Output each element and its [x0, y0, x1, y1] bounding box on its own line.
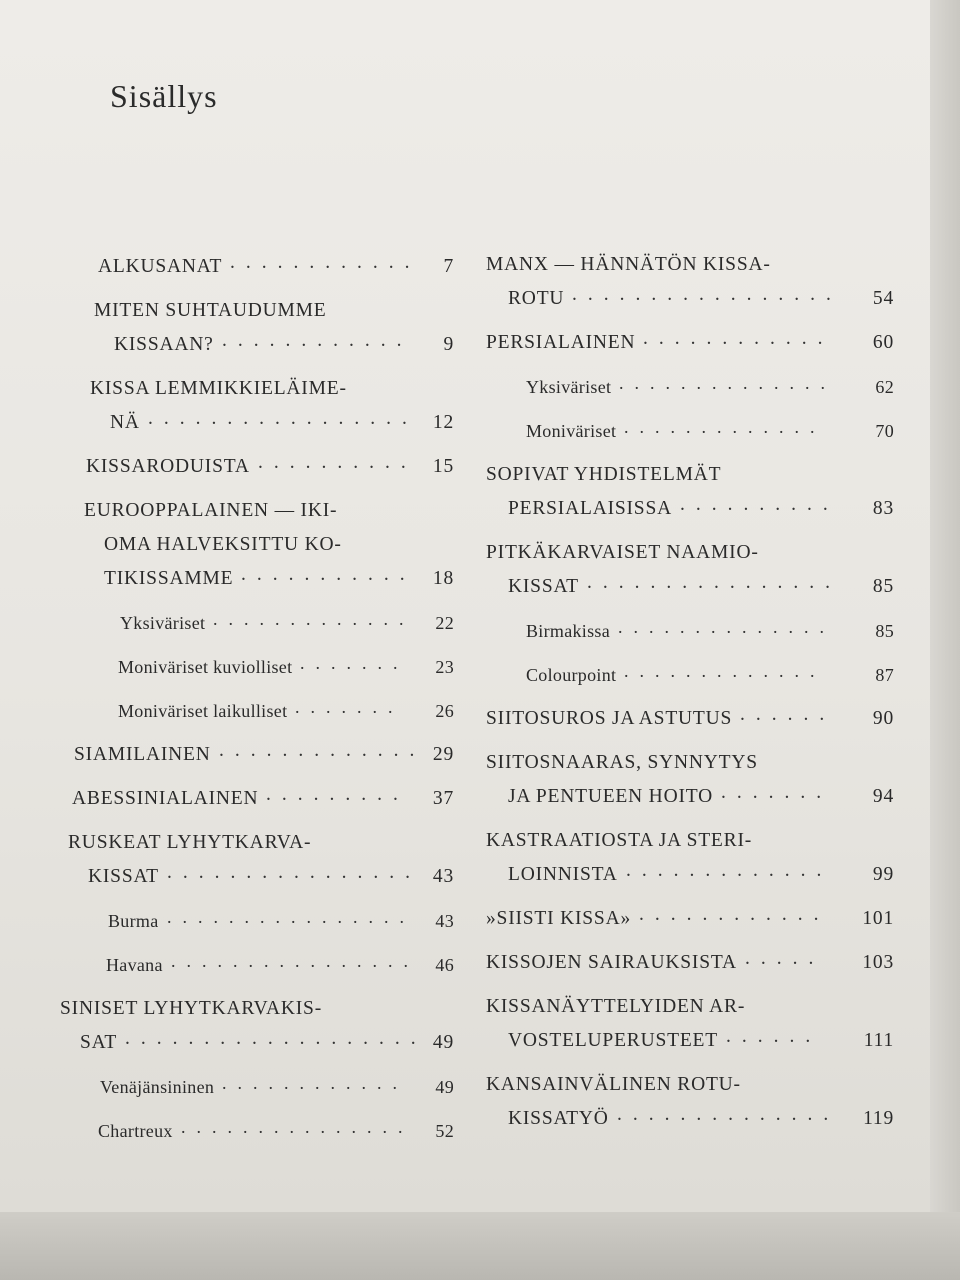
toc-entry-title: ROTU — [508, 288, 565, 309]
toc-entry-title: ALKUSANAT — [98, 256, 223, 277]
toc-page-number: 62 — [875, 377, 894, 397]
dot-leader: ....... — [300, 653, 409, 673]
entry-spacer — [60, 982, 460, 992]
toc-page-number: 12 — [432, 412, 454, 433]
dot-leader: ............ — [222, 330, 413, 351]
toc-entry-title: KISSAT — [88, 866, 159, 887]
toc-entry-title: KANSAINVÄLINEN ROTU- — [486, 1074, 741, 1095]
entry-spacer — [486, 1136, 906, 1146]
toc-page-number: 9 — [443, 334, 454, 355]
page-edge — [930, 0, 960, 1218]
dot-leader: ..... — [745, 948, 825, 969]
toc-entry-title: SIITOSNAARAS, SYNNYTYS — [486, 752, 758, 773]
toc-entry-title: KISSA LEMMIKKIELÄIME- — [90, 378, 347, 399]
toc-entry-title: SINISET LYHYTKARVAKIS- — [60, 998, 322, 1019]
toc-page-number: 49 — [432, 1032, 454, 1053]
toc-entry — [486, 990, 906, 1068]
toc-entry — [60, 372, 460, 450]
toc-entry-title: MANX — HÄNNÄTÖN KISSA- — [486, 254, 771, 275]
dot-leader: ....... — [295, 697, 404, 717]
toc-entry-title: Havana — [106, 955, 163, 975]
toc-entry — [60, 606, 460, 650]
toc-page-number: 46 — [435, 955, 454, 975]
dot-leader: ............ — [230, 252, 421, 273]
toc-page-number: 29 — [432, 744, 454, 765]
dot-leader: ...... — [740, 704, 836, 725]
toc-entry-title: KISSANÄYTTELYIDEN AR- — [486, 996, 746, 1017]
toc-entry-title: PERSIALAINEN — [486, 332, 636, 353]
toc-entry — [486, 824, 906, 902]
toc-entry-title: MITEN SUHTAUDUMME — [94, 300, 327, 321]
dot-leader: ................ — [587, 572, 841, 593]
toc-entry — [60, 1114, 460, 1158]
toc-entry-title: JA PENTUEEN HOITO — [508, 786, 713, 807]
dot-leader: .............. — [619, 373, 836, 393]
toc-right-column — [486, 248, 906, 1146]
toc-page-number: 103 — [862, 952, 894, 973]
entry-spacer — [486, 736, 906, 746]
toc-page-number: 7 — [443, 256, 454, 277]
toc-entry-title: Yksiväriset — [120, 613, 206, 633]
toc-page-number: 119 — [863, 1108, 894, 1129]
toc-entry-title: Moniväriset laikulliset — [118, 701, 288, 721]
toc-entry — [60, 1070, 460, 1114]
dot-leader: ............. — [624, 417, 826, 437]
toc-page-number: 22 — [435, 613, 454, 633]
page-title: Sisällys — [110, 78, 218, 114]
toc-entry — [60, 494, 460, 606]
toc-entry-title: Venäjänsininen — [100, 1077, 215, 1097]
toc-entry-title: TIKISSAMME — [104, 568, 234, 589]
toc-entry — [60, 450, 460, 494]
entry-spacer — [486, 1058, 906, 1068]
toc-entry-title: Colourpoint — [526, 665, 617, 685]
entry-spacer — [60, 362, 460, 372]
toc-entry — [486, 946, 906, 990]
dot-leader: ............ — [639, 904, 830, 925]
toc-entry-title: KASTRAATIOSTA JA STERI- — [486, 830, 753, 851]
toc-entry — [60, 948, 460, 992]
entry-spacer — [60, 484, 460, 494]
table-surface — [0, 1212, 960, 1280]
toc-left-column — [60, 250, 460, 1158]
dot-leader: ............. — [624, 661, 826, 681]
toc-page-number: 94 — [872, 786, 894, 807]
toc-entry — [486, 536, 906, 614]
toc-entry-title: Moniväriset kuviolliset — [118, 657, 293, 677]
toc-entry — [60, 250, 460, 294]
dot-leader: ................. — [572, 284, 842, 305]
toc-entry-title: SIITOSUROS JA ASTUTUS — [486, 708, 733, 729]
toc-entry-title: PERSIALAISISSA — [508, 498, 672, 519]
toc-page-number: 43 — [435, 911, 454, 931]
toc-entry — [486, 614, 906, 658]
entry-spacer — [60, 1148, 460, 1158]
toc-page-number: 111 — [863, 1030, 894, 1051]
toc-entry-title: SAT — [80, 1032, 118, 1053]
toc-entry — [60, 992, 460, 1070]
dot-leader: .......... — [258, 452, 417, 473]
toc-entry — [60, 738, 460, 782]
toc-page-number: 70 — [875, 421, 894, 441]
entry-spacer — [486, 448, 906, 458]
toc-entry — [486, 658, 906, 702]
dot-leader: ............. — [213, 609, 415, 629]
toc-entry-title: PITKÄKARVAISET NAAMIO- — [486, 542, 759, 563]
toc-entry-title: Moniväriset — [526, 421, 617, 441]
dot-leader: .............. — [618, 617, 835, 637]
toc-page-number: 43 — [432, 866, 454, 887]
toc-entry-title: Chartreux — [98, 1121, 173, 1141]
toc-entry-title: LOINNISTA — [508, 864, 618, 885]
toc-entry — [486, 370, 906, 414]
toc-entry — [486, 248, 906, 326]
toc-entry — [486, 746, 906, 824]
toc-entry-title: Birmakissa — [526, 621, 610, 641]
toc-page-number: 52 — [435, 1121, 454, 1141]
toc-page-number: 87 — [875, 665, 894, 685]
toc-page-number: 99 — [872, 864, 894, 885]
toc-entry — [60, 782, 460, 826]
toc-entry-title: KISSARODUISTA — [86, 456, 250, 477]
dot-leader: ................ — [171, 951, 419, 971]
entry-spacer — [486, 980, 906, 990]
dot-leader: ................... — [125, 1028, 427, 1049]
toc-entry — [486, 326, 906, 370]
toc-page-number: 15 — [432, 456, 454, 477]
toc-entry-title: »SIISTI KISSA» — [486, 908, 632, 929]
dot-leader: ........... — [241, 564, 416, 585]
toc-entry — [486, 458, 906, 536]
entry-spacer — [486, 936, 906, 946]
entry-spacer — [486, 692, 906, 702]
dot-leader: ................ — [167, 862, 421, 883]
toc-page-number: 90 — [872, 708, 894, 729]
toc-page-number: 83 — [872, 498, 894, 519]
entry-spacer — [60, 284, 460, 294]
toc-entry-title: KISSOJEN SAIRAUKSISTA — [486, 952, 737, 973]
toc-page-number: 85 — [875, 621, 894, 641]
toc-entry-title: KISSAT — [508, 576, 579, 597]
toc-entry-title: Burma — [108, 911, 159, 931]
toc-page-number: 60 — [872, 332, 894, 353]
toc-entry-title: OMA HALVEKSITTU KO- — [104, 534, 342, 555]
entry-spacer — [486, 814, 906, 824]
toc-page-number: 37 — [432, 788, 454, 809]
dot-leader: ...... — [726, 1026, 822, 1047]
toc-page-number: 101 — [862, 908, 894, 929]
toc-page-number: 54 — [872, 288, 894, 309]
toc-page-number: 23 — [435, 657, 454, 677]
toc-entry — [60, 294, 460, 372]
toc-entry — [60, 694, 460, 738]
dot-leader: .......... — [680, 494, 839, 515]
dot-leader: ............... — [181, 1117, 414, 1137]
toc-entry-title: RUSKEAT LYHYTKARVA- — [68, 832, 312, 853]
dot-leader: ....... — [721, 782, 833, 803]
dot-leader: ................. — [148, 408, 418, 429]
toc-entry — [486, 702, 906, 746]
toc-entry — [486, 1068, 906, 1146]
toc-entry — [486, 414, 906, 458]
toc-entry — [60, 904, 460, 948]
toc-entry-title: SIAMILAINEN — [74, 744, 211, 765]
toc-entry-title: KISSATYÖ — [508, 1108, 609, 1129]
toc-entry-title: KISSAAN? — [114, 334, 214, 355]
toc-entry — [60, 826, 460, 904]
toc-entry-title: Yksiväriset — [526, 377, 612, 397]
dot-leader: ............. — [626, 860, 833, 881]
toc-entry-title: SOPIVAT YHDISTELMÄT — [486, 464, 722, 485]
toc-entry-title: VOSTELUPERUSTEET — [508, 1030, 718, 1051]
dot-leader: ............ — [643, 328, 834, 349]
dot-leader: ............ — [222, 1073, 408, 1093]
dot-leader: ......... — [266, 784, 409, 805]
dot-leader: ............. — [219, 740, 426, 761]
dot-leader: .............. — [617, 1104, 840, 1125]
entry-spacer — [486, 526, 906, 536]
toc-page-number: 18 — [432, 568, 454, 589]
toc-entry — [486, 902, 906, 946]
toc-page-number: 49 — [435, 1077, 454, 1097]
dot-leader: ................ — [167, 907, 415, 927]
toc-entry-title: NÄ — [110, 412, 140, 433]
toc-entry-title: ABESSINIALAINEN — [72, 788, 259, 809]
entry-spacer — [60, 816, 460, 826]
toc-entry — [60, 650, 460, 694]
toc-page-number: 26 — [435, 701, 454, 721]
toc-page-number: 85 — [872, 576, 894, 597]
toc-entry-title: EUROOPPALAINEN — IKI- — [84, 500, 338, 521]
